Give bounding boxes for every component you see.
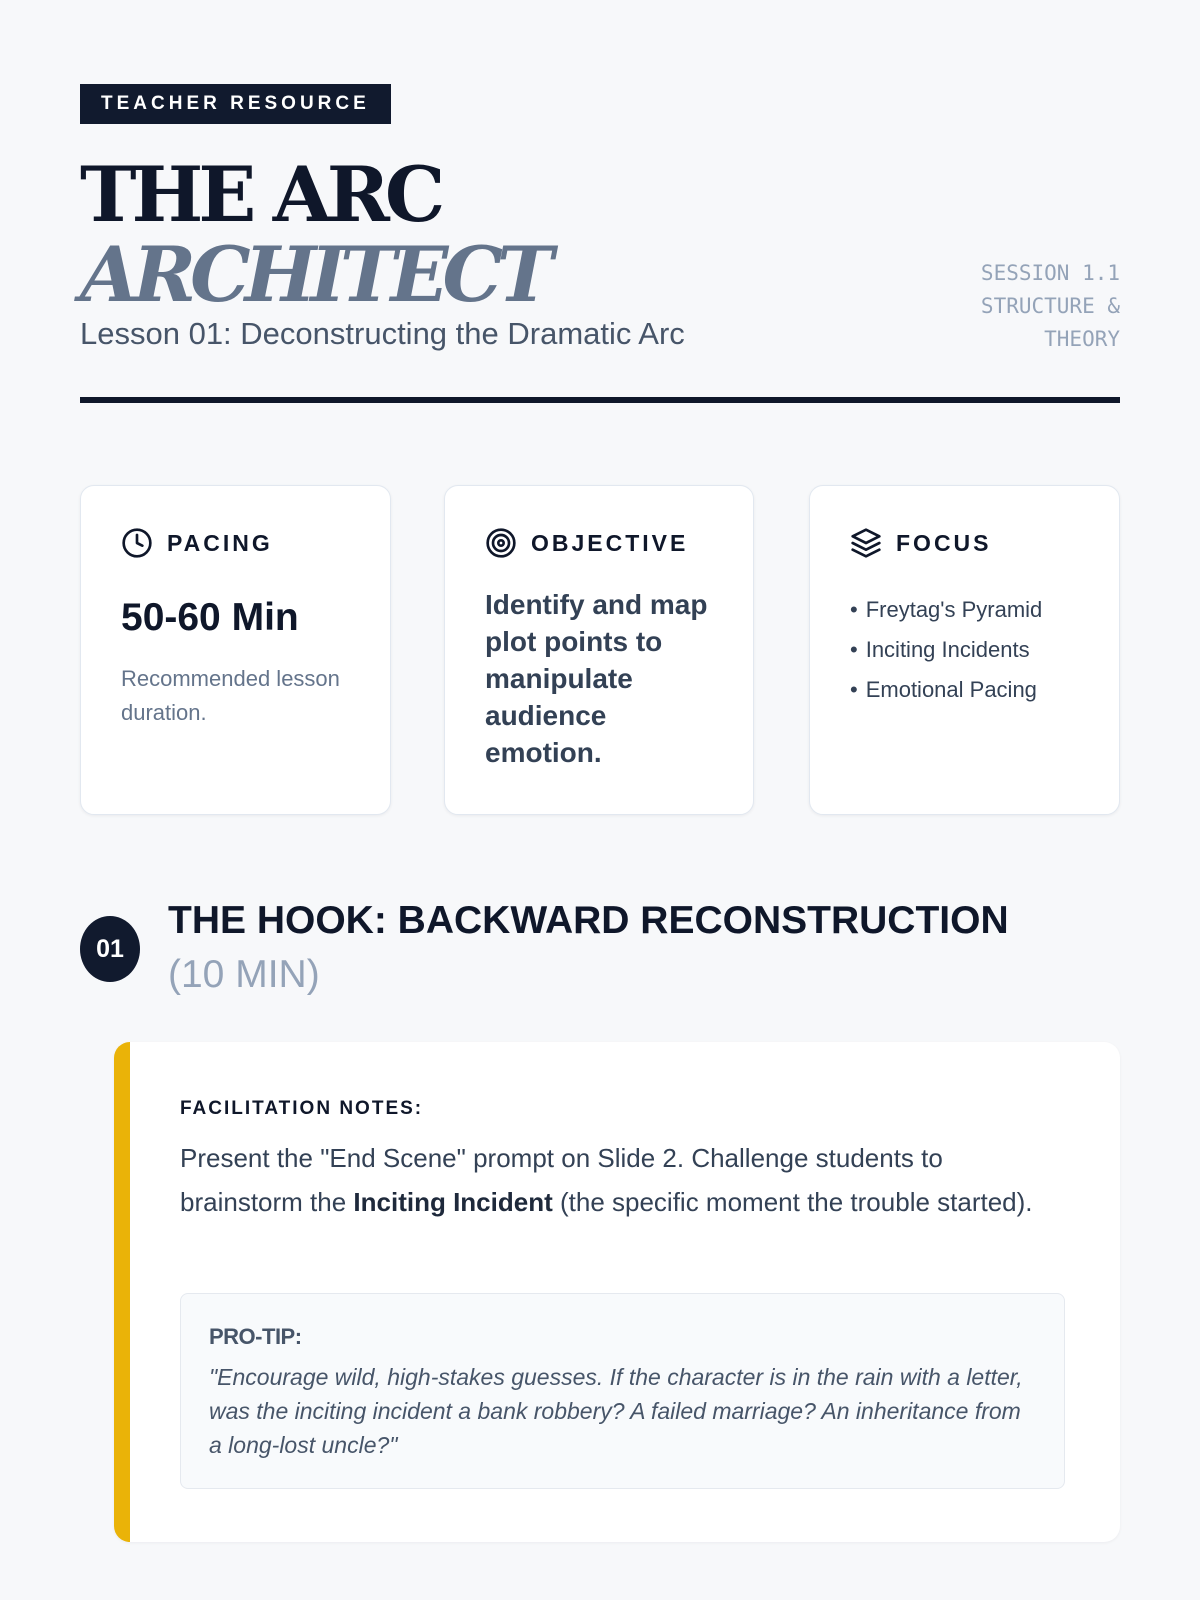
pro-tip-label: PRO-TIP: (209, 1324, 302, 1349)
focus-card-header (850, 526, 1119, 560)
title-line-2: ARCHITECT (80, 230, 548, 319)
pacing-card-header (121, 526, 390, 560)
header-divider (80, 397, 1120, 403)
focus-list (850, 590, 1119, 710)
section-title: THE HOOK: BACKWARD RECONSTRUCTION (168, 899, 1009, 942)
lesson-subtitle: Lesson 01: Deconstructing the Dramatic Arc (80, 316, 685, 351)
objective-card (444, 485, 754, 815)
section-number-badge: 01 (80, 916, 140, 982)
focus-label: FOCUS (896, 529, 992, 556)
session-line-2: STRUCTURE & (980, 294, 1120, 318)
focus-card (809, 485, 1120, 815)
pacing-note: Recommended lesson duration. (121, 666, 340, 725)
teacher-resource-badge: TEACHER RESOURCE (80, 84, 391, 124)
objective-card-header (485, 526, 753, 560)
session-line-1: SESSION 1.1 (980, 261, 1120, 285)
focus-item: • Freytag's Pyramid (850, 590, 1119, 630)
title-line-1: THE ARC (80, 150, 441, 239)
facilitation-notes-panel (114, 1042, 1120, 1542)
facilitation-notes-label: FACILITATION NOTES: (180, 1098, 424, 1119)
overview-cards (80, 485, 1120, 815)
pacing-card (80, 485, 391, 815)
layers-icon (850, 527, 882, 559)
notes-text-end: (the specific moment the trouble started). (552, 1187, 1033, 1217)
focus-item: • Inciting Incidents (850, 630, 1119, 670)
pacing-label: PACING (167, 529, 273, 556)
notes-text-start: Present the "End Scene" prompt on Slide 2. Challenge students to brainstorm the (180, 1143, 943, 1217)
focus-item: • Emotional Pacing (850, 670, 1119, 710)
session-label (880, 257, 1120, 356)
pro-tip-box (180, 1293, 1065, 1489)
section-duration: (10 MIN) (168, 953, 320, 996)
clock-icon (121, 527, 153, 559)
facilitation-notes-text (180, 1136, 1060, 1224)
session-line-3: THEORY (1044, 327, 1120, 351)
target-icon (485, 527, 517, 559)
objective-text: Identify and map plot points to manipulate audience emotion. (485, 589, 708, 768)
pacing-value: 50-60 Min (121, 596, 299, 639)
objective-label: OBJECTIVE (531, 529, 689, 556)
notes-text-bold: Inciting Incident (353, 1187, 553, 1217)
pro-tip-text: "Encourage wild, high-stakes guesses. If the character is in the rain with a letter, was the inciting incident a bank robbery? A failed marriage? An inheritance from a long-lost uncle?" (209, 1364, 1023, 1458)
